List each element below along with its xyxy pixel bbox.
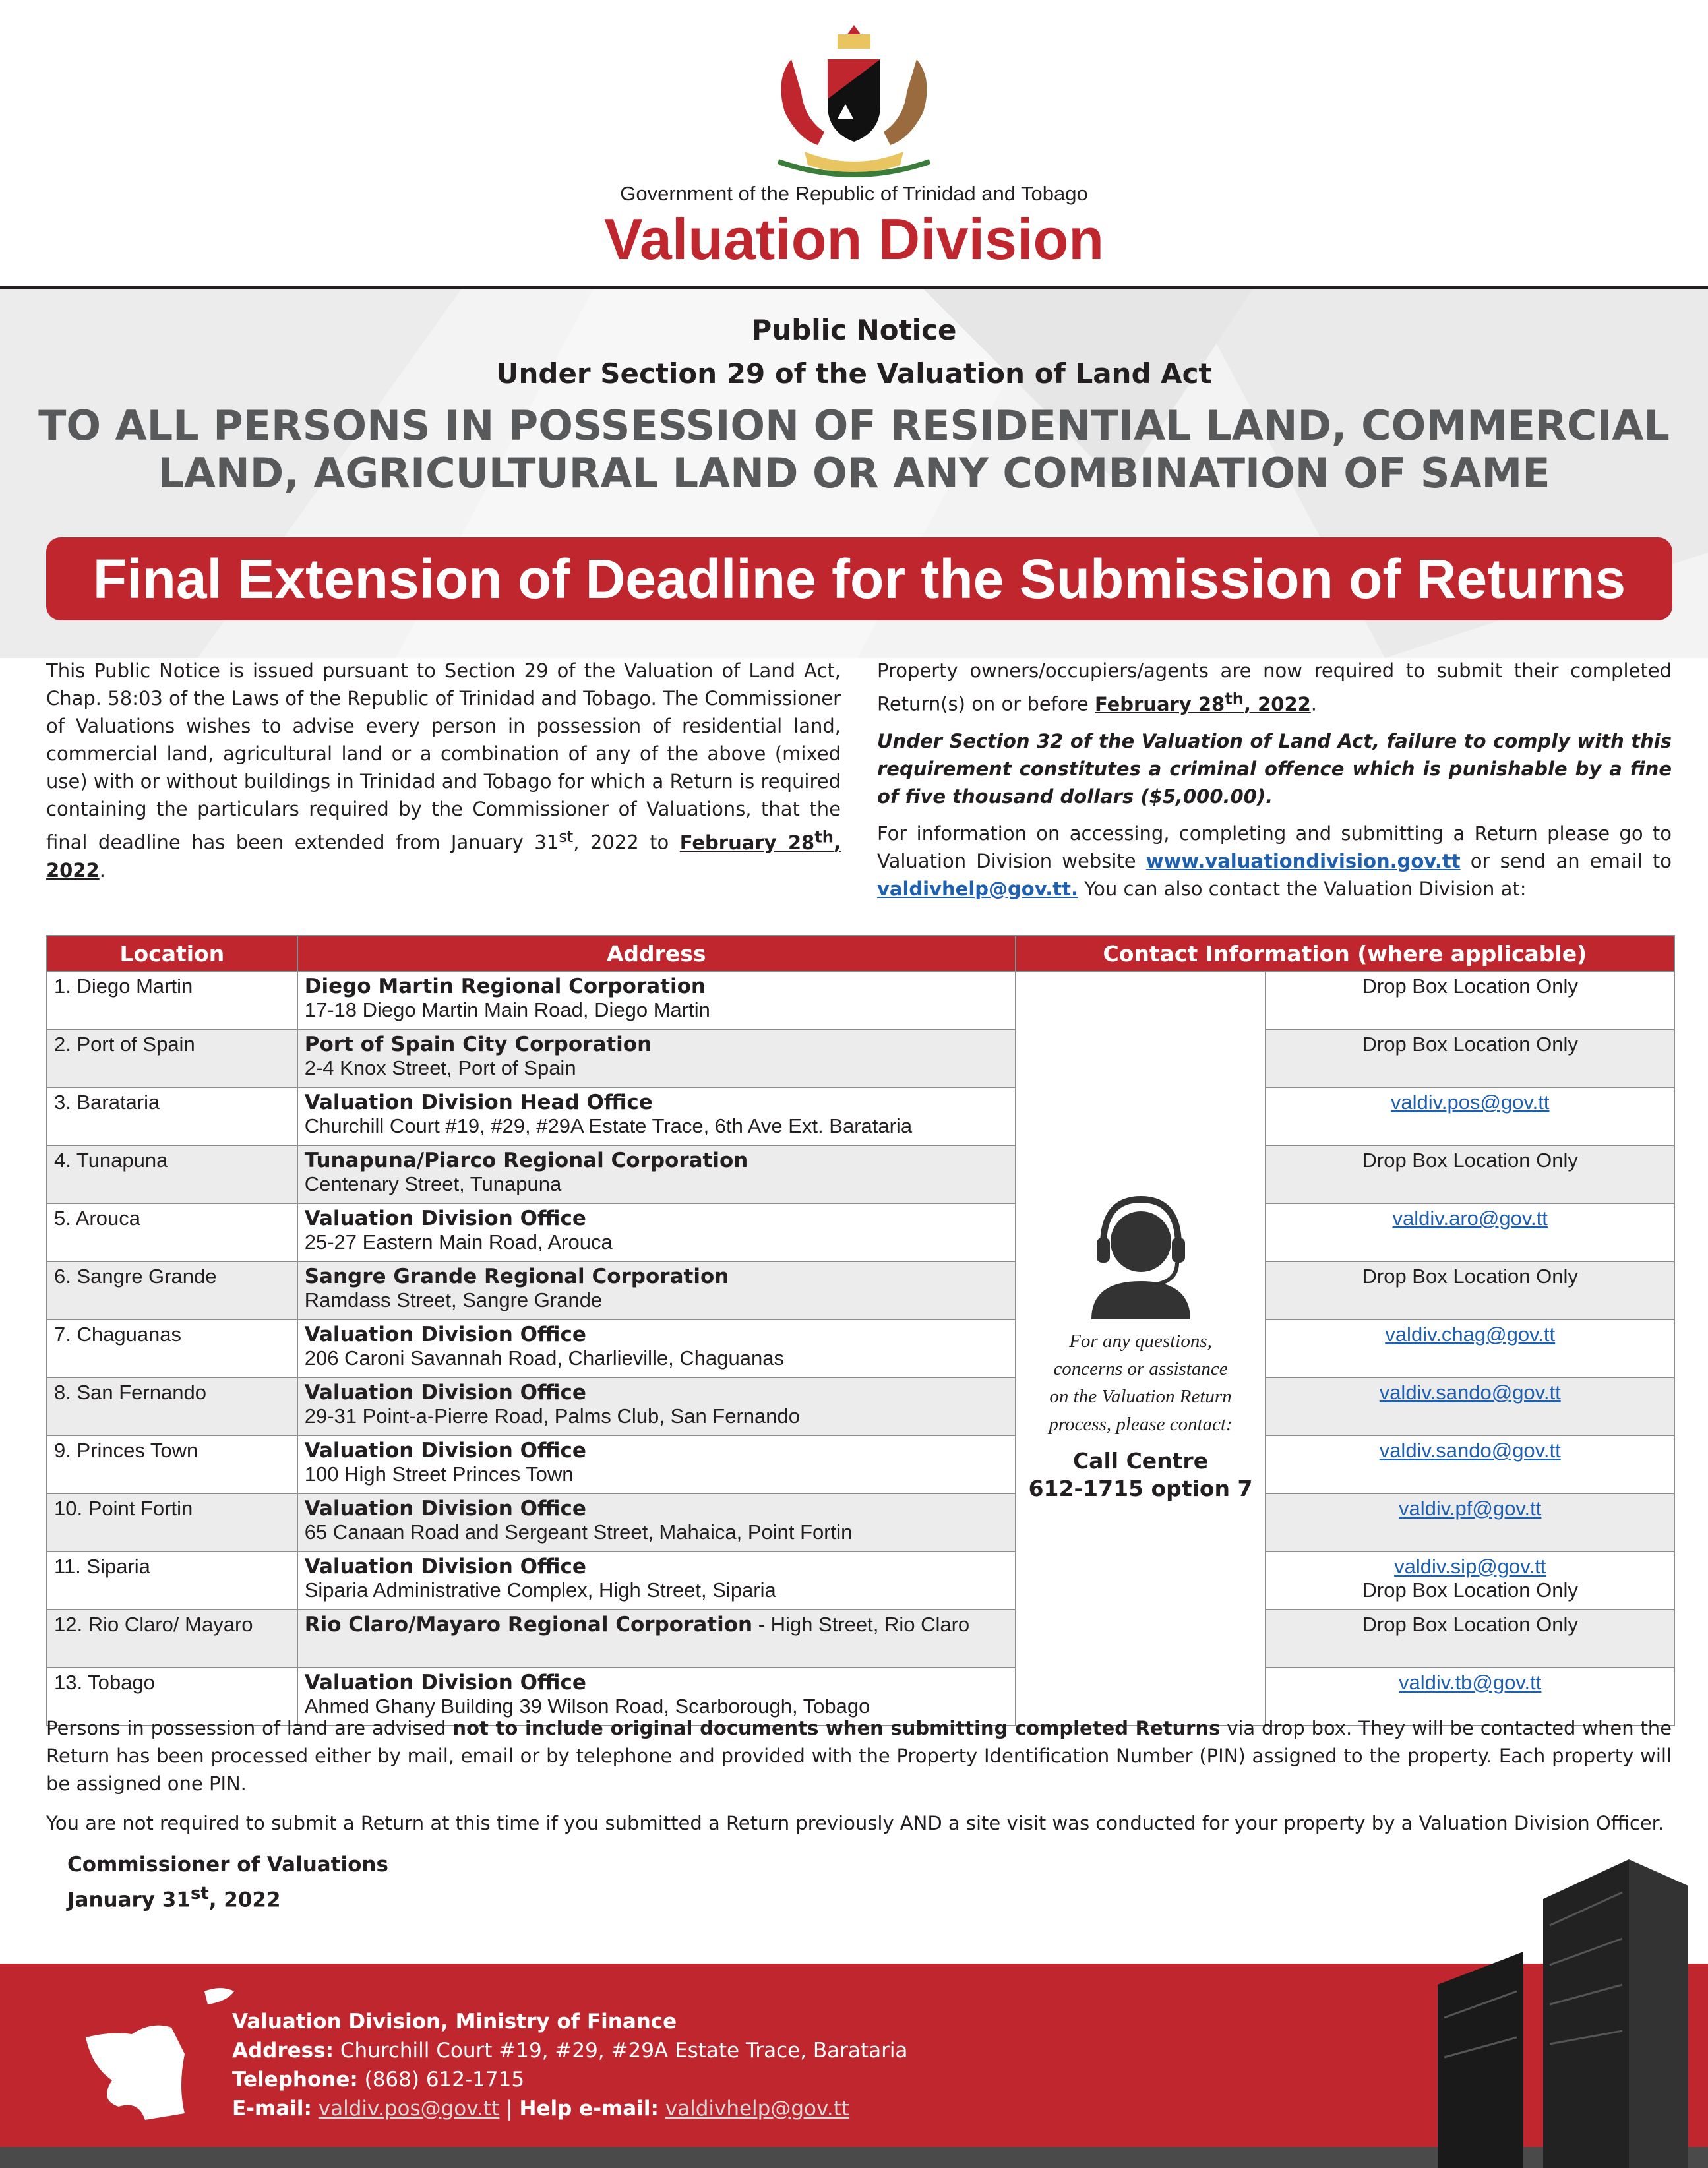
superscript: st: [190, 1884, 209, 1904]
commissioner-title: Commissioner of Valuations: [67, 1853, 388, 1877]
address-cell: [297, 1377, 1016, 1435]
location-cell: [47, 1261, 297, 1319]
table-row: [47, 1087, 1674, 1145]
city-skyline: [1411, 1846, 1708, 2168]
contact-cell: [1266, 1145, 1674, 1203]
location-cell: [47, 1435, 297, 1493]
office-name: Rio Claro/Mayaro Regional Corporation: [304, 1613, 753, 1637]
drop-box-advice: [46, 1714, 1672, 1797]
location-cell: [47, 1319, 297, 1377]
division-title: Valuation Division: [604, 206, 1104, 272]
penalty-paragraph: Under Section 32 of the Valuation of Land Act, failure to comply with this requirement constitutes a criminal offence which is punishable by a fine of five thousand dollars ($5,000.00).: [877, 729, 1672, 808]
phone-label: Telephone:: [232, 2068, 358, 2092]
call-centre-label: Call Centre: [1072, 1448, 1209, 1474]
office-name: Valuation Division Office: [304, 1497, 586, 1521]
headset-agent-icon: [1085, 1194, 1197, 1319]
table-row: [47, 1319, 1674, 1377]
office-name: Valuation Division Office: [304, 1671, 586, 1695]
office-name: Diego Martin Regional Corporation: [304, 975, 706, 998]
info-text: You can also contact the Valuation Division at:: [1078, 877, 1527, 900]
address-cell: [297, 971, 1016, 1029]
footer-address: [232, 2036, 907, 2065]
requirement-text: Property owners/occupiers/agents are now required to submit their completed Return(s) on or before: [877, 659, 1672, 715]
footer-phone: [232, 2065, 907, 2094]
contact-cell: [1266, 1435, 1674, 1493]
table-row: [47, 1551, 1674, 1610]
phone-text: (868) 612-1715: [357, 2068, 525, 2092]
office-address: Ahmed Ghany Building 39 Wilson Road, Scarborough, Tobago: [304, 1695, 870, 1718]
requirement-text: .: [1310, 692, 1318, 715]
table-header-row: [47, 936, 1674, 971]
contact-cell: [1266, 1610, 1674, 1668]
contact-cell: [1266, 1319, 1674, 1377]
table-row: [47, 1435, 1674, 1493]
location-name: 8. San Fernando: [54, 1381, 206, 1404]
location-cell: [47, 1087, 297, 1145]
table-row: [47, 1493, 1674, 1551]
signature-block: [67, 1850, 388, 1914]
contact-cell: [1266, 1493, 1674, 1551]
address-cell: [297, 1551, 1016, 1610]
contact-cell: [1266, 1087, 1674, 1145]
office-name: Valuation Division Office: [304, 1555, 586, 1579]
government-line: Government of the Republic of Trinidad and Tobago: [620, 182, 1088, 205]
call-centre-cell: [1016, 971, 1266, 1726]
office-name: Valuation Division Office: [304, 1207, 586, 1230]
address-cell: [297, 1203, 1016, 1261]
address-cell: [297, 1435, 1016, 1493]
table-row: [47, 1029, 1674, 1087]
location-cell: [47, 1377, 297, 1435]
contact-email-link[interactable]: valdiv.pos@gov.tt: [1390, 1091, 1550, 1114]
contact-text: Drop Box Location Only: [1362, 975, 1578, 998]
table-row: [47, 1261, 1674, 1319]
location-name: 7. Chaguanas: [54, 1323, 182, 1346]
locations-table: [46, 935, 1675, 1726]
address-cell: [297, 1261, 1016, 1319]
location-name: 6. Sangre Grande: [54, 1265, 217, 1288]
contact-email-link[interactable]: valdiv.pf@gov.tt: [1398, 1497, 1542, 1520]
office-name: Valuation Division Head Office: [304, 1091, 653, 1114]
previous-return-note: You are not required to submit a Return at this time if you submitted a Return previously AND a site visit was conducted for your property by a Valuation Division Officer.: [46, 1812, 1664, 1834]
signature-date: [67, 1879, 388, 1914]
superscript: th: [1225, 689, 1244, 708]
location-cell: [47, 1610, 297, 1668]
call-centre-note-3: on the Valuation Return: [1049, 1386, 1232, 1407]
address-cell: [297, 1145, 1016, 1203]
contact-email-link[interactable]: valdiv.aro@gov.tt: [1392, 1207, 1548, 1230]
location-name: 5. Arouca: [54, 1207, 140, 1230]
location-name: 12. Rio Claro/ Mayaro: [54, 1613, 253, 1636]
location-cell: [47, 1145, 297, 1203]
header-location: Location: [47, 936, 297, 971]
office-address: 2-4 Knox Street, Port of Spain: [304, 1056, 576, 1079]
address-cell: [297, 1493, 1016, 1551]
persons-heading-line-2: LAND, AGRICULTURAL LAND OR ANY COMBINATION OF SAME: [158, 449, 1550, 497]
help-email-label: Help e-mail:: [519, 2097, 659, 2121]
location-name: 13. Tobago: [54, 1671, 155, 1694]
location-name: 4. Tunapuna: [54, 1149, 168, 1172]
contact-email-link[interactable]: valdiv.sando@gov.tt: [1379, 1439, 1561, 1462]
address-cell: [297, 1029, 1016, 1087]
notice-text: .: [99, 858, 106, 882]
contact-cell: [1266, 1377, 1674, 1435]
call-centre-note-1: For any questions,: [1069, 1331, 1212, 1352]
contact-email-link[interactable]: valdiv.sando@gov.tt: [1379, 1381, 1561, 1404]
deadline-date-text: February 28: [679, 831, 815, 854]
contact-cell: [1266, 1551, 1674, 1610]
table-row: [47, 971, 1674, 1029]
location-cell: [47, 1203, 297, 1261]
email-label: E-mail:: [232, 2097, 312, 2121]
superscript: th: [814, 828, 834, 846]
trinidad-map: [79, 1978, 251, 2136]
persons-heading-line-1: TO ALL PERSONS IN POSSESSION OF RESIDENTIAL LAND, COMMERCIAL: [38, 402, 1670, 450]
location-name: 3. Barataria: [54, 1091, 160, 1114]
notice-paragraph: [46, 657, 841, 884]
address-cell: [297, 1610, 1016, 1668]
location-name: 9. Princes Town: [54, 1439, 198, 1462]
call-centre-note-4: process, please contact:: [1049, 1414, 1233, 1435]
office-address: Ramdass Street, Sangre Grande: [304, 1288, 603, 1311]
address-cell: [297, 1319, 1016, 1377]
requirement-paragraph: [877, 657, 1672, 718]
table-row: [47, 1145, 1674, 1203]
call-centre-phone: 612-1715 option 7: [1028, 1476, 1253, 1501]
header-contact: Contact Information (where applicable): [1016, 936, 1674, 971]
office-name: Sangre Grande Regional Corporation: [304, 1265, 729, 1288]
address-text: Churchill Court #19, #29, #29A Estate Trace, Barataria: [334, 2039, 908, 2063]
notice-text: , 2022 to: [573, 831, 680, 854]
help-email-link[interactable]: valdivhelp@gov.tt.: [877, 877, 1079, 900]
advice-text: via drop box. They will be contacted when the Return has been processed either by mail, email or by telephone and provided with the Property Identification Number (PIN) assigned to the property. Each property will be assigned one PIN.: [46, 1717, 1672, 1795]
website-link[interactable]: www.valuationdivision.gov.tt: [1145, 849, 1461, 872]
office-name: Valuation Division Office: [304, 1439, 586, 1462]
deadline-date-text: February 28: [1094, 692, 1225, 715]
info-text: or send an email to: [1460, 849, 1672, 872]
office-address: Centenary Street, Tunapuna: [304, 1172, 562, 1195]
help-email-link[interactable]: valdivhelp@gov.tt: [665, 2097, 850, 2121]
superscript: st: [559, 828, 574, 846]
deadline-banner: Final Extension of Deadline for the Submission of Returns: [46, 537, 1672, 620]
office-address: 29-31 Point-a-Pierre Road, Palms Club, San Fernando: [304, 1404, 800, 1428]
deadline-year: , 2022: [46, 831, 841, 882]
notice-text: This Public Notice is issued pursuant to Section 29 of the Valuation of Land Act, Chap. 58:03 of the Laws of the Republic of Trinidad and Tobago. The Commissioner of Valuations wishes to advise every person in possession of residential land, commercial land, agricultural land or a combination of any of the above (mixed use) with or without buildings in Trinidad and Tobago for which a Return is required containing the particulars required by the Commissioner of Valuations, that the final deadline has been extended from January 31: [46, 659, 841, 854]
contact-cell: [1266, 1029, 1674, 1087]
contact-text: Drop Box Location Only: [1362, 1265, 1578, 1288]
persons-heading: [26, 402, 1682, 497]
address-label: Address:: [232, 2039, 334, 2063]
deadline-year: , 2022: [1243, 692, 1311, 715]
advice-emphasis: not to include original documents when submitting completed Returns: [452, 1717, 1221, 1739]
office-address: 17-18 Diego Martin Main Road, Diego Martin: [304, 998, 710, 1021]
contact-text: Drop Box Location Only: [1362, 1579, 1578, 1602]
contact-text: Drop Box Location Only: [1362, 1033, 1578, 1056]
table-row: [47, 1610, 1674, 1668]
date-year: , 2022: [208, 1888, 281, 1912]
notice-section: Under Section 29 of the Valuation of Land Act: [496, 357, 1212, 390]
office-name: Valuation Division Office: [304, 1381, 586, 1404]
contact-text: Drop Box Location Only: [1362, 1613, 1578, 1636]
footer-org: Valuation Division, Ministry of Finance: [232, 2010, 677, 2033]
office-address: 25-27 Eastern Main Road, Arouca: [304, 1230, 613, 1253]
office-address: Churchill Court #19, #29, #29A Estate Trace, 6th Ave Ext. Barataria: [304, 1114, 913, 1137]
coat-of-arms-logo: [765, 20, 943, 178]
location-cell: [47, 1493, 297, 1551]
location-cell: [47, 1029, 297, 1087]
footer-contact: [232, 2007, 907, 2123]
email-link[interactable]: valdiv.pos@gov.tt: [318, 2097, 500, 2121]
office-name: Valuation Division Office: [304, 1323, 586, 1346]
info-text: For information on accessing, completing and submitting a Return please go to Valuation Division website: [877, 822, 1672, 872]
contact-cell: [1266, 971, 1674, 1029]
location-name: 10. Point Fortin: [54, 1497, 193, 1520]
office-address: Siparia Administrative Complex, High Street, Siparia: [304, 1579, 776, 1602]
contact-cell: [1266, 1203, 1674, 1261]
office-address: 65 Canaan Road and Sergeant Street, Mahaica, Point Fortin: [304, 1521, 853, 1544]
contact-email-link[interactable]: valdiv.sip@gov.tt: [1394, 1555, 1546, 1578]
office-name: Tunapuna/Piarco Regional Corporation: [304, 1149, 748, 1172]
call-centre-note-2: concerns or assistance: [1053, 1358, 1228, 1379]
table-row: [47, 1377, 1674, 1435]
advice-text: Persons in possession of land are advised: [46, 1717, 453, 1739]
info-paragraph: [877, 820, 1672, 903]
location-name: 2. Port of Spain: [54, 1033, 195, 1056]
contact-text: Drop Box Location Only: [1362, 1149, 1578, 1172]
location-name: 1. Diego Martin: [54, 975, 193, 998]
office-name: Port of Spain City Corporation: [304, 1033, 652, 1056]
contact-email-link[interactable]: valdiv.tb@gov.tt: [1398, 1671, 1542, 1694]
office-address: 206 Caroni Savannah Road, Charlieville, Chaguanas: [304, 1346, 784, 1370]
right-column: [877, 657, 1672, 912]
footer-email: E-mail: valdiv.pos@gov.tt | Help e-mail: valdivhelp@gov.tt: [232, 2097, 850, 2121]
location-cell: [47, 971, 297, 1029]
office-address: 100 High Street Princes Town: [304, 1462, 574, 1486]
left-column: [46, 657, 841, 893]
location-cell: [47, 1551, 297, 1610]
location-name: 11. Siparia: [54, 1555, 150, 1578]
deadline-date: [1094, 689, 1311, 715]
table-row: [47, 1203, 1674, 1261]
notice-title: Public Notice: [751, 314, 957, 346]
address-cell: [297, 1087, 1016, 1145]
contact-email-link[interactable]: valdiv.chag@gov.tt: [1385, 1323, 1556, 1346]
office-address: - High Street, Rio Claro: [752, 1613, 970, 1636]
date-text: January 31: [67, 1888, 191, 1912]
contact-cell: [1266, 1261, 1674, 1319]
header-address: Address: [297, 936, 1016, 971]
